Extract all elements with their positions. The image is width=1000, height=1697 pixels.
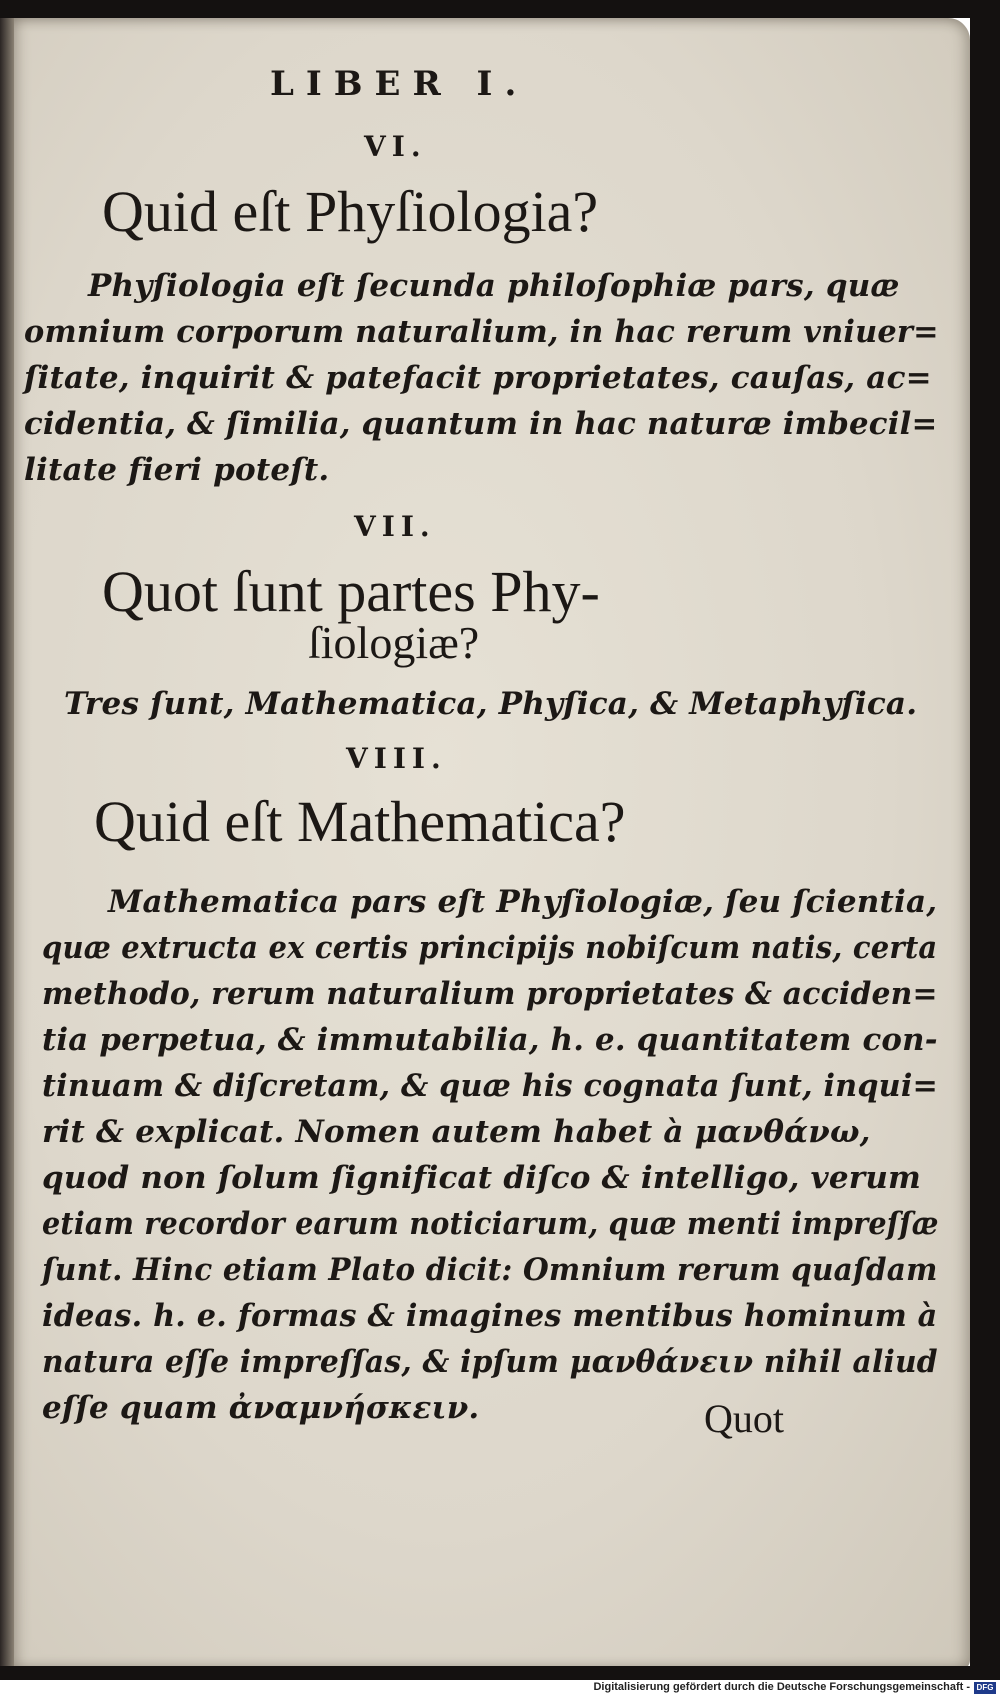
body-line: litate fieri poteſt.: [24, 452, 330, 488]
body-line: omnium corporum naturalium, in hac rerum vniuer=: [24, 314, 939, 350]
scan-frame-top: [0, 0, 1000, 18]
page-gutter-shadow: [0, 18, 14, 1666]
body-line: quæ extructa ex certis principijs nobiſcum natis, certa: [42, 930, 938, 966]
body-line: quod non ſolum ſignificat diſco & intelligo, verum: [42, 1160, 922, 1196]
section-number-7: VII.: [354, 510, 436, 543]
scan-frame-bottom: [0, 1666, 1000, 1680]
catchword: Quot: [704, 1396, 784, 1441]
body-line: cidentia, & ſimilia, quantum in hac naturæ imbecil=: [24, 406, 938, 442]
section-heading-8: Quid eſt Mathematica?: [94, 789, 626, 854]
section-heading-6: Quid eſt Phyſiologia?: [102, 179, 599, 244]
body-line: ſitate, inquirit & patefacit proprietates, cauſas, ac=: [24, 360, 932, 396]
funding-credit: Digitalisierung gefördert durch die Deutsche Forschungsgemeinschaft -: [593, 1681, 970, 1693]
body-line: Phyſiologia eſt ſecunda philoſophiæ pars, quæ: [88, 268, 900, 304]
body-line: tinuam & diſcretam, & quæ his cognata ſunt, inqui=: [42, 1068, 939, 1104]
body-line: methodo, rerum naturalium proprietates & acciden=: [42, 976, 938, 1012]
running-head: LIBER I.: [270, 64, 529, 104]
body-line: eſſe quam ἀναμνήσκειν.: [42, 1390, 480, 1426]
digitization-footer: [0, 1680, 1000, 1697]
section-heading-7-line-2: ſiologiæ?: [308, 617, 480, 668]
body-line: etiam recordor earum noticiarum, quæ menti impreſſæ: [42, 1206, 939, 1242]
body-line: ſunt. Hinc etiam Plato dicit: Omnium rerum quaſdam: [42, 1252, 938, 1288]
body-line: tia perpetua, & immutabilia, h. e. quantitatem con-: [42, 1022, 938, 1058]
body-line: Mathematica pars eſt Phyſiologiæ, ſeu ſcientia,: [108, 884, 938, 920]
section-heading-7-line-1: Quot ſunt partes Phy-: [102, 559, 600, 624]
section-number-6: VI.: [364, 130, 427, 163]
section-number-8: VIII.: [346, 742, 447, 775]
body-line: rit & explicat. Nomen autem habet à μανθάνω,: [42, 1114, 871, 1150]
dfg-logo-icon: DFG: [974, 1682, 996, 1694]
book-page: [8, 18, 970, 1670]
body-line: Tres ſunt, Mathematica, Phyſica, & Metaphyſica.: [64, 686, 918, 722]
scan-frame-right: [970, 0, 1000, 1680]
body-line: natura eſſe impreſſas, & ipſum μανθάνειν nihil aliud: [42, 1344, 938, 1380]
body-line: ideas. h. e. formas & imagines mentibus hominum à: [42, 1298, 938, 1334]
